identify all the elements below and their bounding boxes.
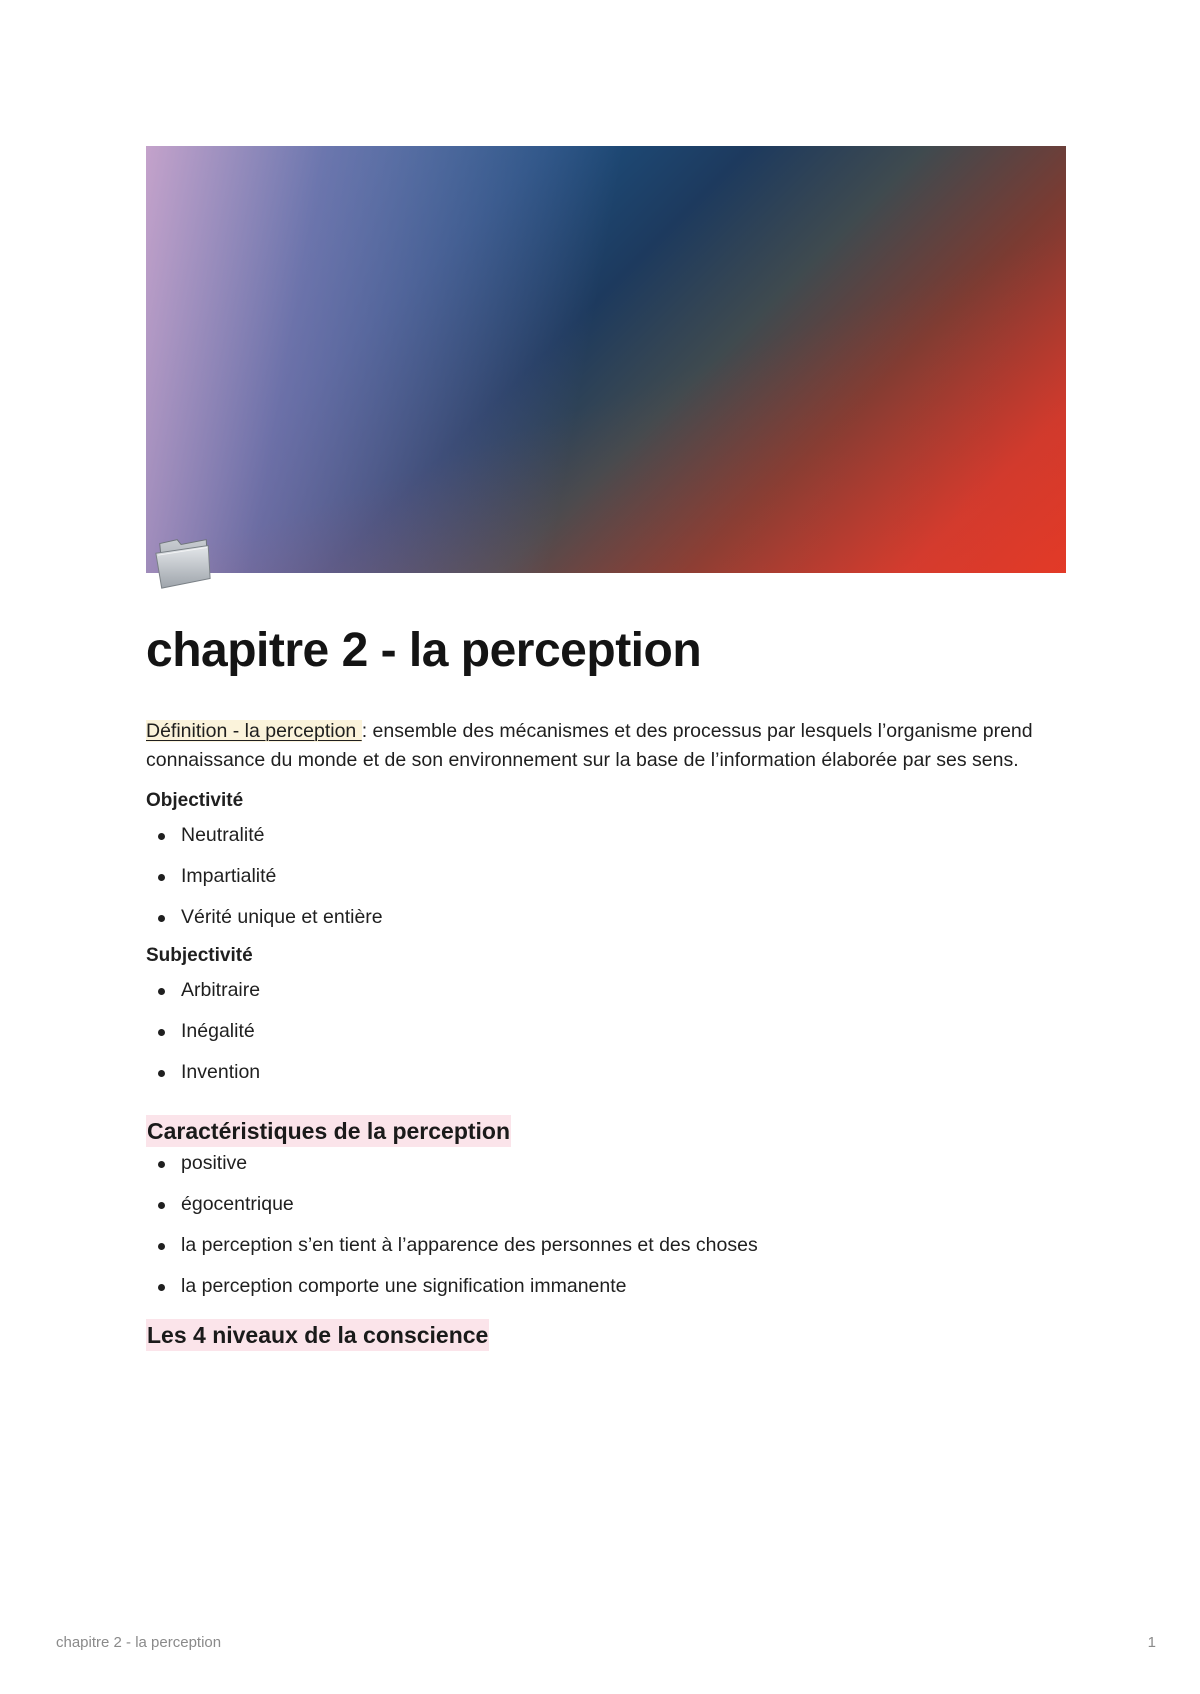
bullet-icon: [158, 1284, 165, 1291]
caracteristiques-list: [146, 1149, 1066, 1301]
list-item: [146, 903, 1066, 932]
page-content: [146, 146, 1066, 1351]
list-item-text: Arbitraire: [181, 979, 261, 1001]
list-item: [146, 1272, 1066, 1301]
footer-title: chapitre 2 - la perception: [56, 1634, 222, 1651]
definition-text: : ensemble des mécanismes et des processus par lesquels l’organisme prend connaissance du monde et de son environnement sur la base de l’information élaborée par ses sens.: [146, 720, 1033, 771]
list-item: [146, 821, 1066, 850]
list-item-text: Invention: [181, 1061, 261, 1083]
list-item-text: positive: [181, 1152, 248, 1174]
bullet-icon: [158, 833, 165, 840]
list-item: [146, 1058, 1066, 1087]
list-item: [146, 1149, 1066, 1178]
list-item: [146, 1231, 1066, 1260]
list-item-text: Vérité unique et entière: [181, 906, 383, 928]
bullet-icon: [158, 1202, 165, 1209]
section-heading-caracteristiques: Caractéristiques de la perception: [146, 1115, 511, 1147]
definition-paragraph: [146, 717, 1066, 775]
bullet-icon: [158, 1161, 165, 1168]
list-item: [146, 862, 1066, 891]
list-item: [146, 1017, 1066, 1046]
list-item-text: Neutralité: [181, 824, 265, 846]
section-heading-niveaux: Les 4 niveaux de la conscience: [146, 1319, 489, 1351]
list-item-text: Inégalité: [181, 1020, 255, 1042]
list-item-text: Impartialité: [181, 865, 277, 887]
subjectivite-list: [146, 976, 1066, 1087]
list-item: [146, 1190, 1066, 1219]
bullet-icon: [158, 915, 165, 922]
list-item: [146, 976, 1066, 1005]
objectivite-list: [146, 821, 1066, 932]
bullet-icon: [158, 988, 165, 995]
list-item-text: la perception s’en tient à l’apparence des personnes et des choses: [181, 1234, 758, 1256]
folder-icon: [152, 530, 214, 592]
bullet-icon: [158, 1243, 165, 1250]
bullet-icon: [158, 1070, 165, 1077]
list-item-text: la perception comporte une signification immanente: [181, 1275, 627, 1297]
page-footer: [56, 1634, 1156, 1651]
definition-term: Définition - la perception: [146, 720, 362, 742]
page-title: chapitre 2 - la perception: [146, 624, 702, 677]
list-item-text: égocentrique: [181, 1193, 294, 1215]
objectivite-label: Objectivité: [146, 790, 244, 811]
subjectivite-label: Subjectivité: [146, 945, 253, 966]
cover-image: [146, 146, 1066, 573]
page-number: 1: [1147, 1634, 1156, 1651]
bullet-icon: [158, 874, 165, 881]
bullet-icon: [158, 1029, 165, 1036]
